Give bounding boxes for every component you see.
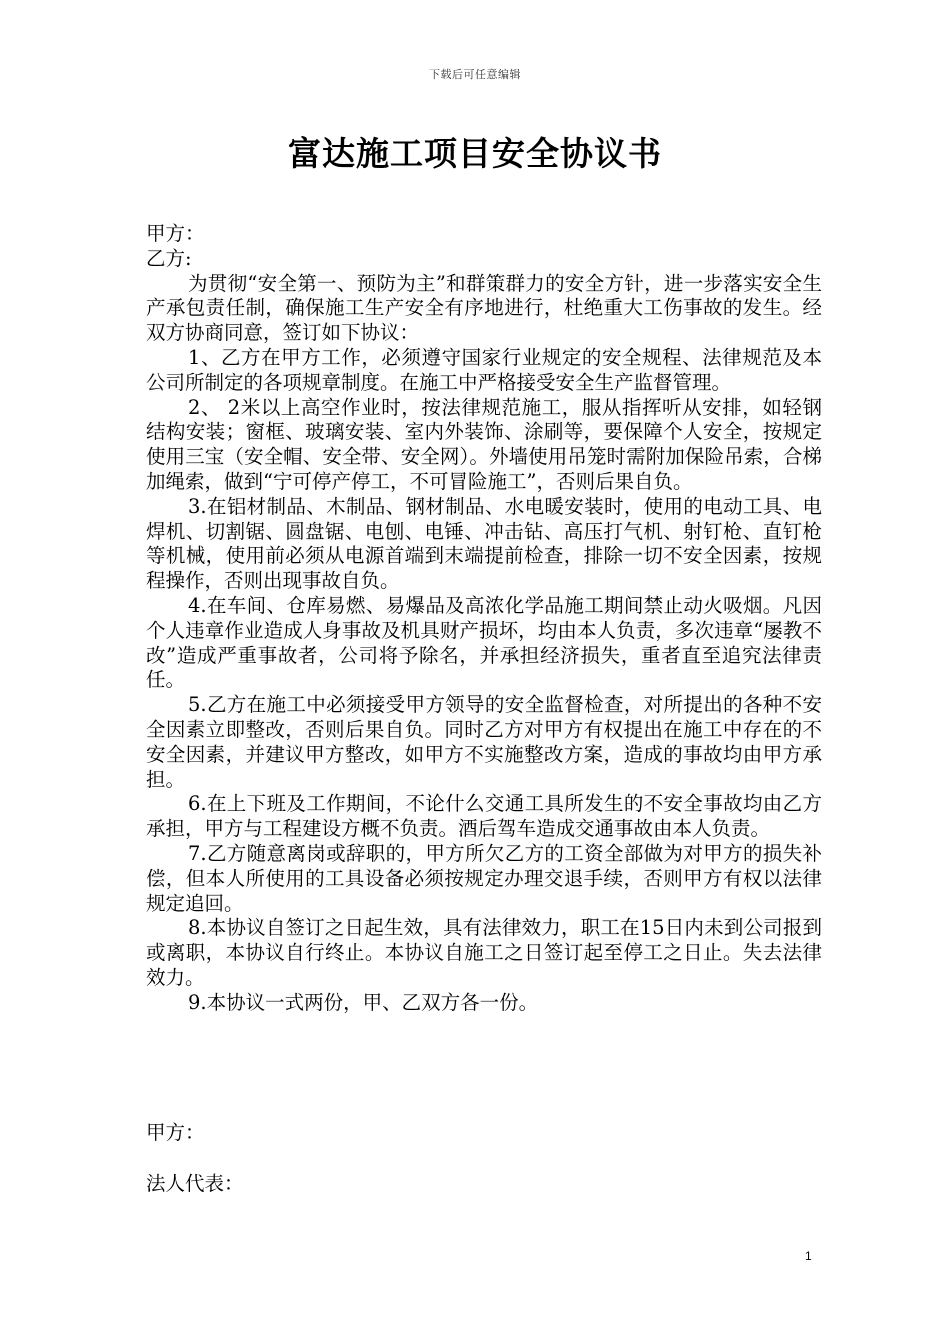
clause-5: 5.乙方在施工中必须接受甲方领导的安全监督检查，对所提出的各种不安全因素立即整改，否则后果自负。同时乙方对甲方有权提出在施工中存在的不安全因素，并建议甲方整改，如甲方不实施整改方案，造成的事故均由甲方承担。 bbox=[146, 693, 822, 791]
signature-party-a: 甲方： bbox=[146, 1121, 205, 1144]
intro-paragraph: 为贯彻“安全第一、预防为主”和群策群力的安全方针，进一步落实安全生产承包责任制，确保施工生产安全有序地进行，杜绝重大工伤事故的发生。经双方协商同意，签订如下协议： bbox=[146, 271, 822, 345]
clause-2: 2、 2米以上高空作业时，按法律规范施工，服从指挥听从安排，如轻钢结构安装；窗框、玻璃安装、室内外装饰、涂刷等，要保障个人安全，按规定使用三宝（安全帽、安全带、安全网）。外墙使用吊笼时需附加保险吊索，合梯加绳索，做到“宁可停产停工，不可冒险施工”，否则后果自负。 bbox=[146, 395, 822, 493]
clause-3: 3.在铝材制品、木制品、钢材制品、水电暖安装时，使用的电动工具、电焊机、切割锯、圆盘锯、电刨、电锤、冲击钻、高压打气机、射钉枪、直钉枪等机械，使用前必须从电源首端到末端提前检查，排除一切不安全因素，按规程操作，否则出现事故自负。 bbox=[146, 494, 822, 593]
header-note: 下载后可任意编辑 bbox=[429, 68, 521, 81]
document-body bbox=[146, 222, 822, 1016]
clause-9: 9.本协议一式两份，甲、乙双方各一份。 bbox=[188, 990, 539, 1014]
signature-legal-rep: 法人代表： bbox=[146, 1172, 244, 1195]
party-b-line: 乙方: bbox=[146, 246, 192, 270]
clause-1: 1、乙方在甲方工作，必须遵守国家行业规定的安全规程、法律规范及本公司所制定的各项规章制度。在施工中严格接受安全生产监督管理。 bbox=[146, 345, 822, 394]
clause-8: 8.本协议自签订之日起生效，具有法律效力，职工在15日内未到公司报到或离职，本协议自行终止。本协议自施工之日签订起至停工之日止。失去法律效力。 bbox=[146, 916, 822, 989]
document-title: 富达施工项目安全协议书 bbox=[288, 134, 662, 173]
clause-7: 7.乙方随意离岗或辞职的，甲方所欠乙方的工资全部做为对甲方的损失补偿，但本人所使用的工具设备必须按规定办理交退手续，否则甲方有权以法律规定追回。 bbox=[146, 841, 822, 915]
clause-6: 6.在上下班及工作期间，不论什么交通工具所发生的不安全事故均由乙方承担，甲方与工程建设方概不负责。酒后驾车造成交通事故由本人负责。 bbox=[146, 792, 822, 841]
clause-4: 4.在车间、仓库易燃、易爆品及高浓化学品施工期间禁止动火吸烟。凡因个人违章作业造成人身事故及机具财产损坏，均由本人负责，多次违章“屡教不改”造成严重事故者，公司将予除名，并承担经济损失，重者直至追究法律责任。 bbox=[146, 593, 822, 692]
page-number: 1 bbox=[805, 1249, 812, 1263]
party-a-line: 甲方： bbox=[146, 222, 205, 245]
